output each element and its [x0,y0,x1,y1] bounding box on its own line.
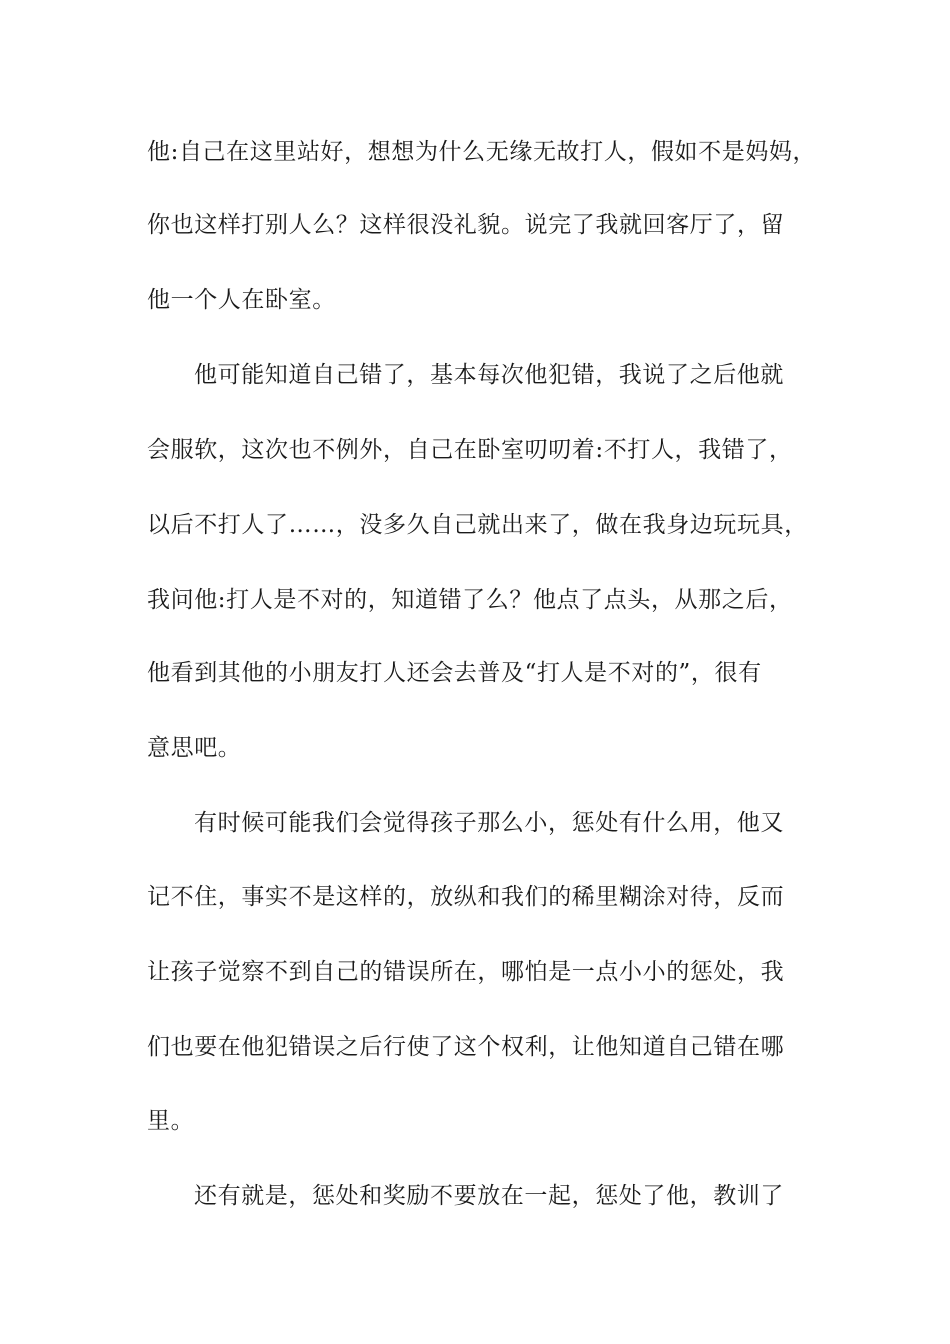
paragraph-4-line-1: 还有就是，惩处和奖励不要放在一起，惩处了他，教训了 [194,1183,784,1209]
text-line-9: 意思吧。 [147,735,242,761]
paragraph-2-line-1: 他可能知道自己错了，基本每次他犯错，我说了之后他就 [194,362,784,388]
text-line-1: 他:自己在这里站好，想想为什么无缘无故打人，假如不是妈妈， [147,139,817,165]
text-line-5: 会服软，这次也不例外，自己在卧室叨叨着:不打人，我错了， [147,437,793,463]
text-line-3: 他一个人在卧室。 [147,287,336,313]
text-line-6: 以后不打人了……，没多久自己就出来了，做在我身边玩玩具， [147,512,808,538]
text-line-13: 们也要在他犯错误之后行使了这个权利，让他知道自己错在哪 [147,1034,785,1060]
text-line-2: 你也这样打别人么？这样很没礼貌。说完了我就回客厅了，留 [147,212,785,238]
paragraph-3-line-1: 有时候可能我们会觉得孩子那么小，惩处有什么用，他又 [194,810,784,836]
text-line-14: 里。 [147,1108,195,1134]
text-line-11: 记不住，事实不是这样的，放纵和我们的稀里糊涂对待，反而 [147,884,785,910]
text-line-12: 让孩子觉察不到自己的错误所在，哪怕是一点小小的惩处，我 [147,959,785,985]
text-line-7: 我问他:打人是不对的，知道错了么？他点了点头，从那之后， [147,587,793,613]
text-line-8: 他看到其他的小朋友打人还会去普及“打人是不对的”，很有 [147,660,762,686]
